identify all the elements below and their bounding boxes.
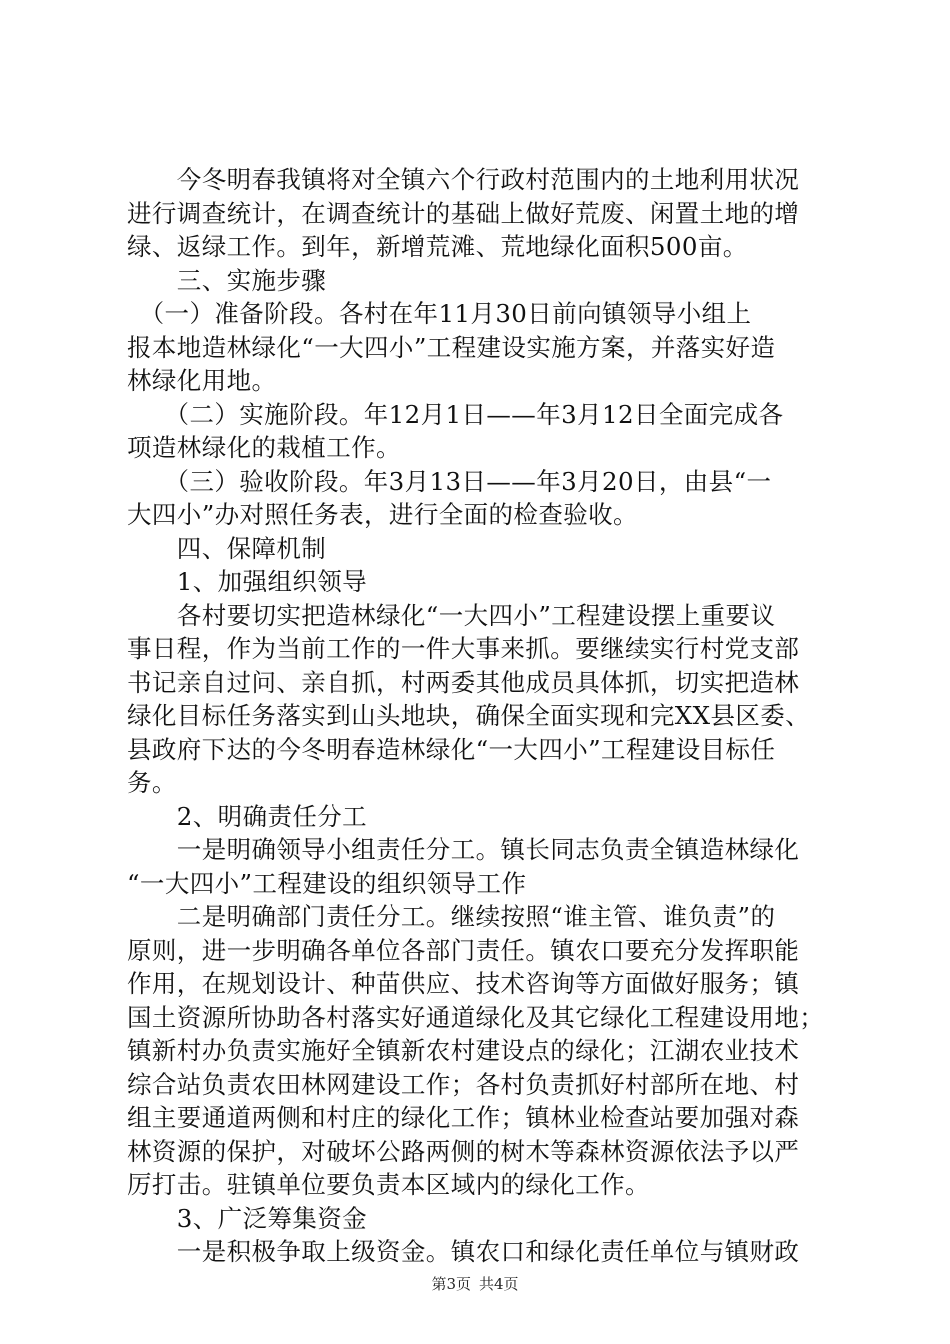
text-line: 事日程，作为当前工作的一件大事来抓。要继续实行村党支部 [127,634,800,663]
text-line: 进行调查统计，在调查统计的基础上做好荒废、闲置土地的增 [127,198,800,228]
text-line: 报本地造林绿化“一大四小”工程建设实施方案，并落实好造 [127,332,776,362]
text-line: 二是明确部门责任分工。继续按照“谁主管、谁负责”的 [127,902,776,931]
text-line: 大四小”办对照任务表，进行全面的检查验收。 [127,500,638,529]
text-line: 一是明确领导小组责任分工。镇长同志负责全镇造林绿化 [127,835,800,864]
text-line: 综合站负责农田林网建设工作；各村负责抓好村部所在地、村 [127,1069,800,1099]
text-line: 各村要切实把造林绿化“一大四小”工程建设摆上重要议 [127,600,776,630]
text-line: 原则，进一步明确各单位各部门责任。镇农口要充分发挥职能 [127,935,800,965]
text-line: 2、明确责任分工 [127,801,368,831]
text-line: 组主要通道两侧和村庄的绿化工作；镇林业检查站要加强对森 [127,1103,800,1132]
text-line: 三、实施步骤 [127,265,327,295]
text-line: 林绿化用地。 [127,366,277,395]
text-line: 1、加强组织领导 [127,567,368,596]
page-total: 共4页 [479,1275,519,1293]
text-line: 一是积极争取上级资金。镇农口和绿化责任单位与镇财政 [127,1237,800,1266]
document-body [127,163,833,1269]
text-line: 国土资源所协助各村落实好通道绿化及其它绿化工程建设用地； [127,1002,825,1032]
text-line: 绿化目标任务落实到山头地块，确保全面实现和完XX县区委、 [127,701,811,730]
text-line: （三）验收阶段。年3月13日——年3月20日，由县“一 [127,466,772,496]
text-line: “一大四小”工程建设的组织领导工作 [127,868,527,898]
text-line: 作用，在规划设计、种苗供应、技术咨询等方面做好服务；镇 [127,969,800,998]
text-line: 3、广泛筹集资金 [127,1203,368,1233]
text-line: （一）准备阶段。各村在年11月30日前向镇领导小组上 [127,299,752,328]
text-line: 厉打击。驻镇单位要负责本区域内的绿化工作。 [127,1170,650,1199]
page-number: 第3页 [431,1275,471,1293]
text-line: （二）实施阶段。年12月1日——年3月12日全面完成各 [127,399,784,429]
text-line: 绿、返绿工作。到年，新增荒滩、荒地绿化面积500亩。 [127,232,748,261]
text-line: 书记亲自过问、亲自抓，村两委其他成员具体抓，切实把造林 [127,667,800,697]
text-line: 四、保障机制 [127,533,327,563]
text-line: 今冬明春我镇将对全镇六个行政村范围内的土地利用状况 [127,165,800,194]
text-line: 项造林绿化的栽植工作。 [127,433,401,462]
text-line: 县政府下达的今冬明春造林绿化“一大四小”工程建设目标任 [127,734,776,764]
text-line: 务。 [127,768,177,797]
page-footer [0,1274,950,1294]
text-line: 镇新村办负责实施好全镇新农村建设点的绿化；江湖农业技术 [127,1036,800,1065]
text-line: 林资源的保护，对破坏公路两侧的树木等森林资源依法予以严 [127,1136,800,1166]
